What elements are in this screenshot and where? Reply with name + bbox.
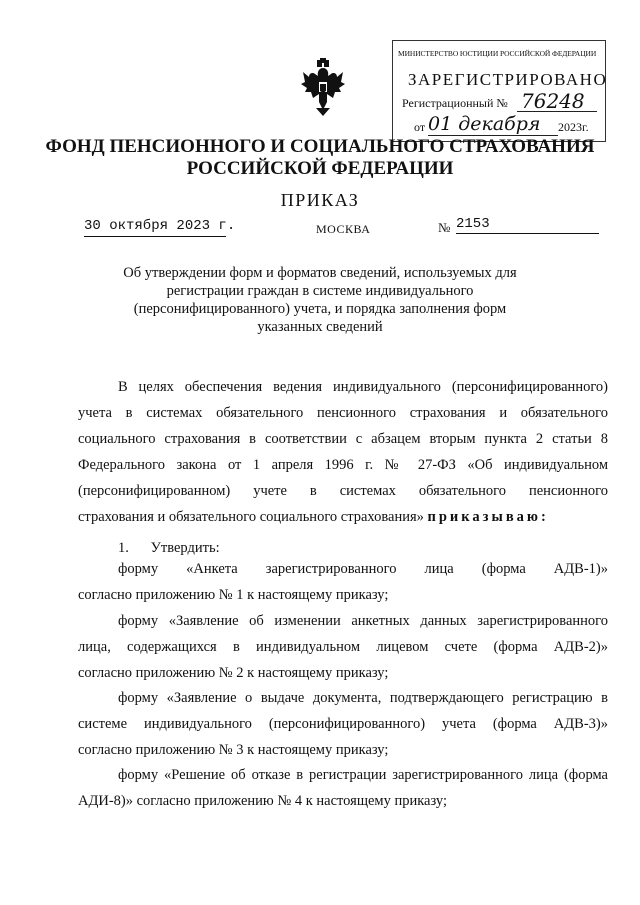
preamble-line-1: В целях обеспечения ведения индивидуального (персонифицированного) (118, 379, 608, 395)
preamble-line-5: (персонифицированном) учете в системах обязательного пенсионного (78, 483, 608, 499)
preamble-line-3: социального страхования в соответствии с абзацем вторым пункта 2 статьи 8 (78, 431, 608, 447)
form-2-line-1: форму «Заявление об изменении анкетных данных зарегистрированного (118, 613, 608, 629)
form-3-line-1: форму «Заявление о выдаче документа, подтверждающего регистрацию в (118, 690, 608, 706)
form-1-line-2: согласно приложению № 1 к настоящему приказу; (78, 587, 389, 603)
title-line-4: указанных сведений (257, 319, 383, 335)
item-1-approve: 1. Утвердить: (118, 540, 220, 556)
order-number: 2153 (456, 216, 490, 232)
form-1-paragraph (78, 556, 608, 608)
form-4-paragraph (78, 762, 608, 814)
preamble-paragraph (78, 374, 608, 530)
organization-name (40, 136, 600, 180)
form-4-line-1: форму «Решение об отказе в регистрации зарегистрированного лица (форма (118, 767, 608, 783)
organization-name-line-1: ФОНД ПЕНСИОННОГО И СОЦИАЛЬНОГО СТРАХОВАНИЯ (45, 136, 595, 157)
preamble-line-6-text: страхования и обязательного социального страхования» (78, 509, 424, 525)
form-3-line-3: согласно приложению № 3 к настоящему приказу; (78, 742, 389, 758)
document-title (120, 264, 520, 336)
stamp-registered: ЗАРЕГИСТРИРОВАНО (408, 70, 608, 89)
organization-name-line-2: РОССИЙСКОЙ ФЕДЕРАЦИИ (186, 158, 454, 179)
form-2-paragraph (78, 608, 608, 686)
form-2-line-3: согласно приложению № 2 к настоящему приказу; (78, 665, 389, 681)
title-line-3: (персонифицированного) учета, и порядка заполнения форм (133, 301, 507, 317)
form-1-line-1: форму «Анкета зарегистрированного лица (форма АДВ-1)» (118, 561, 608, 577)
form-4-line-2: АДИ-8)» согласно приложению № 4 к настоящему приказу; (78, 793, 448, 809)
order-city: МОСКВА (316, 222, 371, 236)
order-date: 30 октября 2023 г. (84, 218, 236, 234)
order-command: приказываю: (427, 509, 549, 525)
stamp-reg-number: 76248 (521, 89, 585, 113)
title-line-2: регистрации граждан в системе индивидуального (166, 283, 474, 299)
preamble-line-6 (78, 504, 608, 530)
order-date-line (84, 236, 226, 237)
order-number-line (456, 233, 599, 234)
title-line-1: Об утверждении форм и форматов сведений, используемых для (123, 265, 517, 281)
stamp-date-prefix: от (414, 120, 426, 134)
coat-of-arms-icon (299, 58, 347, 118)
preamble-line-2: учета в системах обязательного пенсионного страхования и обязательного (78, 405, 608, 421)
document-type: ПРИКАЗ (280, 190, 360, 210)
form-3-line-2: системе индивидуального (персонифицированного) учета (форма АДВ-3)» (78, 716, 608, 732)
form-2-line-2: лица, содержащихся в индивидуальном лицевом счете (форма АДВ-2)» (78, 639, 608, 655)
form-3-paragraph (78, 685, 608, 763)
stamp-reg-number-line (517, 111, 597, 112)
stamp-ministry: МИНИСТЕРСТВО ЮСТИЦИИ РОССИЙСКОЙ ФЕДЕРАЦИИ (398, 49, 597, 58)
stamp-date-handwritten: 01 декабря (428, 113, 541, 135)
stamp-date-year: 2023г. (558, 120, 589, 134)
order-number-label: № (438, 220, 451, 235)
stamp-reg-number-label: Регистрационный № (402, 96, 508, 110)
preamble-line-4: Федерального закона от 1 апреля 1996 г. № 27-ФЗ «Об индивидуальном (78, 457, 608, 473)
